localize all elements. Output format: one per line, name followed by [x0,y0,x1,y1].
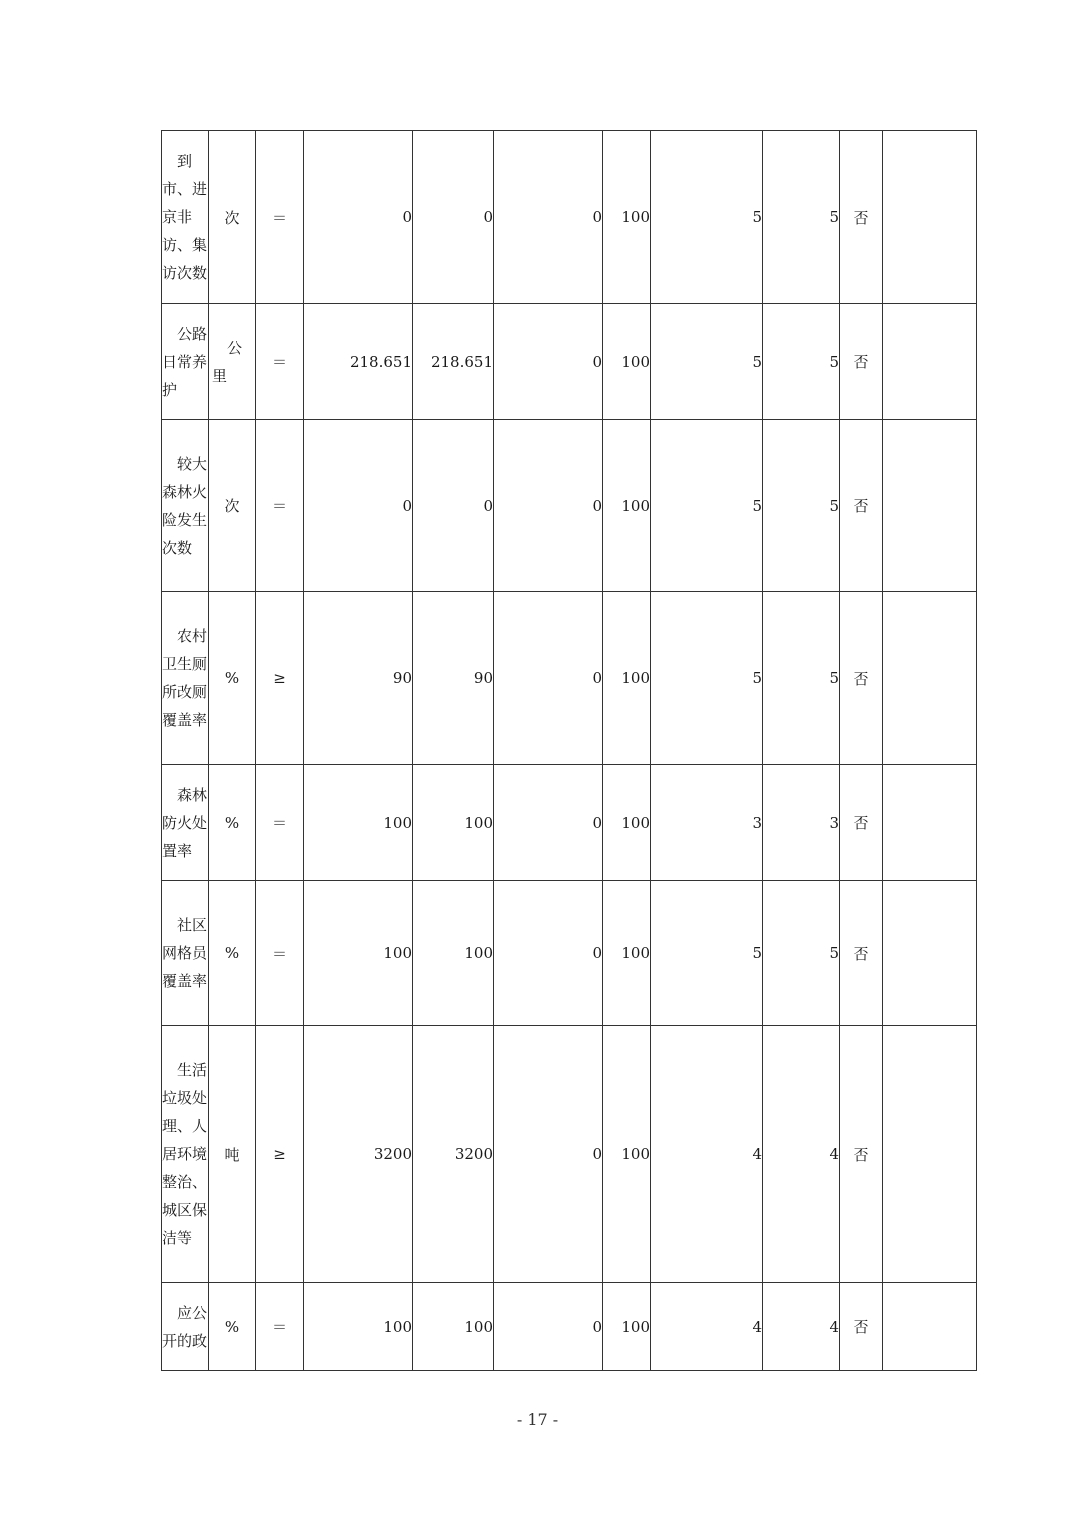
unit-cell: 次 [209,131,256,304]
operator-cell: ＝ [256,765,304,881]
unit-cell: % [209,592,256,765]
completion-rate: 100 [603,420,651,592]
deviation-value: 0 [494,765,603,881]
core-flag: 否 [840,765,883,881]
weight-score: 5 [651,304,763,420]
deviation-value: 0 [494,304,603,420]
deviation-value: 0 [494,1026,603,1283]
actual-score: 5 [763,881,840,1026]
table-row [162,765,977,881]
actual-score: 5 [763,304,840,420]
operator-cell: ≥ [256,1026,304,1283]
remark-cell [883,881,977,1026]
weight-score: 3 [651,765,763,881]
indicator-name: 森林防火处置率 [162,765,209,881]
remark-cell [883,1283,977,1371]
weight-score: 4 [651,1283,763,1371]
core-flag: 否 [840,592,883,765]
completion-rate: 100 [603,1283,651,1371]
remark-cell [883,765,977,881]
actual-score: 4 [763,1283,840,1371]
deviation-value: 0 [494,592,603,765]
completion-rate: 100 [603,1026,651,1283]
target-value: 90 [304,592,413,765]
deviation-value: 0 [494,420,603,592]
deviation-value: 0 [494,1283,603,1371]
unit-cell: 次 [209,420,256,592]
table-row [162,1283,977,1371]
actual-value: 100 [413,765,494,881]
indicator-name: 到市、进京非访、集访次数 [162,131,209,304]
table-row [162,304,977,420]
actual-value: 0 [413,131,494,304]
completion-rate: 100 [603,592,651,765]
target-value: 100 [304,1283,413,1371]
table-row [162,1026,977,1283]
target-value: 218.651 [304,304,413,420]
unit-cell: % [209,1283,256,1371]
actual-score: 4 [763,1026,840,1283]
completion-rate: 100 [603,304,651,420]
actual-score: 5 [763,131,840,304]
completion-rate: 100 [603,881,651,1026]
remark-cell [883,592,977,765]
deviation-value: 0 [494,131,603,304]
actual-score: 5 [763,420,840,592]
completion-rate: 100 [603,765,651,881]
page-number: - 17 - [516,1410,559,1429]
unit-cell: 吨 [209,1026,256,1283]
actual-value: 100 [413,1283,494,1371]
operator-cell: ≥ [256,592,304,765]
core-flag: 否 [840,1026,883,1283]
target-value: 0 [304,131,413,304]
remark-cell [883,131,977,304]
table-row [162,420,977,592]
table-row [162,881,977,1026]
actual-score: 5 [763,592,840,765]
remark-cell [883,304,977,420]
actual-score: 3 [763,765,840,881]
remark-cell [883,420,977,592]
target-value: 100 [304,881,413,1026]
actual-value: 90 [413,592,494,765]
unit-cell: % [209,881,256,1026]
performance-table [161,130,977,1371]
remark-cell [883,1026,977,1283]
target-value: 3200 [304,1026,413,1283]
unit-cell: % [209,765,256,881]
actual-value: 3200 [413,1026,494,1283]
indicator-name: 农村卫生厕所改厕覆盖率 [162,592,209,765]
weight-score: 5 [651,881,763,1026]
actual-value: 218.651 [413,304,494,420]
indicator-name: 应公开的政 [162,1283,209,1371]
weight-score: 4 [651,1026,763,1283]
weight-score: 5 [651,592,763,765]
actual-value: 100 [413,881,494,1026]
indicator-name: 较大森林火险发生次数 [162,420,209,592]
core-flag: 否 [840,304,883,420]
target-value: 100 [304,765,413,881]
target-value: 0 [304,420,413,592]
weight-score: 5 [651,420,763,592]
table-row [162,592,977,765]
operator-cell: ＝ [256,1283,304,1371]
actual-value: 0 [413,420,494,592]
core-flag: 否 [840,1283,883,1371]
operator-cell: ＝ [256,881,304,1026]
operator-cell: ＝ [256,304,304,420]
indicator-name: 生活垃圾处理、人居环境整治、城区保洁等 [162,1026,209,1283]
indicator-name: 社区网格员覆盖率 [162,881,209,1026]
table-row [162,131,977,304]
unit-cell: 公里 [209,304,256,420]
deviation-value: 0 [494,881,603,1026]
core-flag: 否 [840,881,883,1026]
indicator-name: 公路日常养护 [162,304,209,420]
core-flag: 否 [840,131,883,304]
core-flag: 否 [840,420,883,592]
operator-cell: ＝ [256,420,304,592]
completion-rate: 100 [603,131,651,304]
weight-score: 5 [651,131,763,304]
operator-cell: ＝ [256,131,304,304]
